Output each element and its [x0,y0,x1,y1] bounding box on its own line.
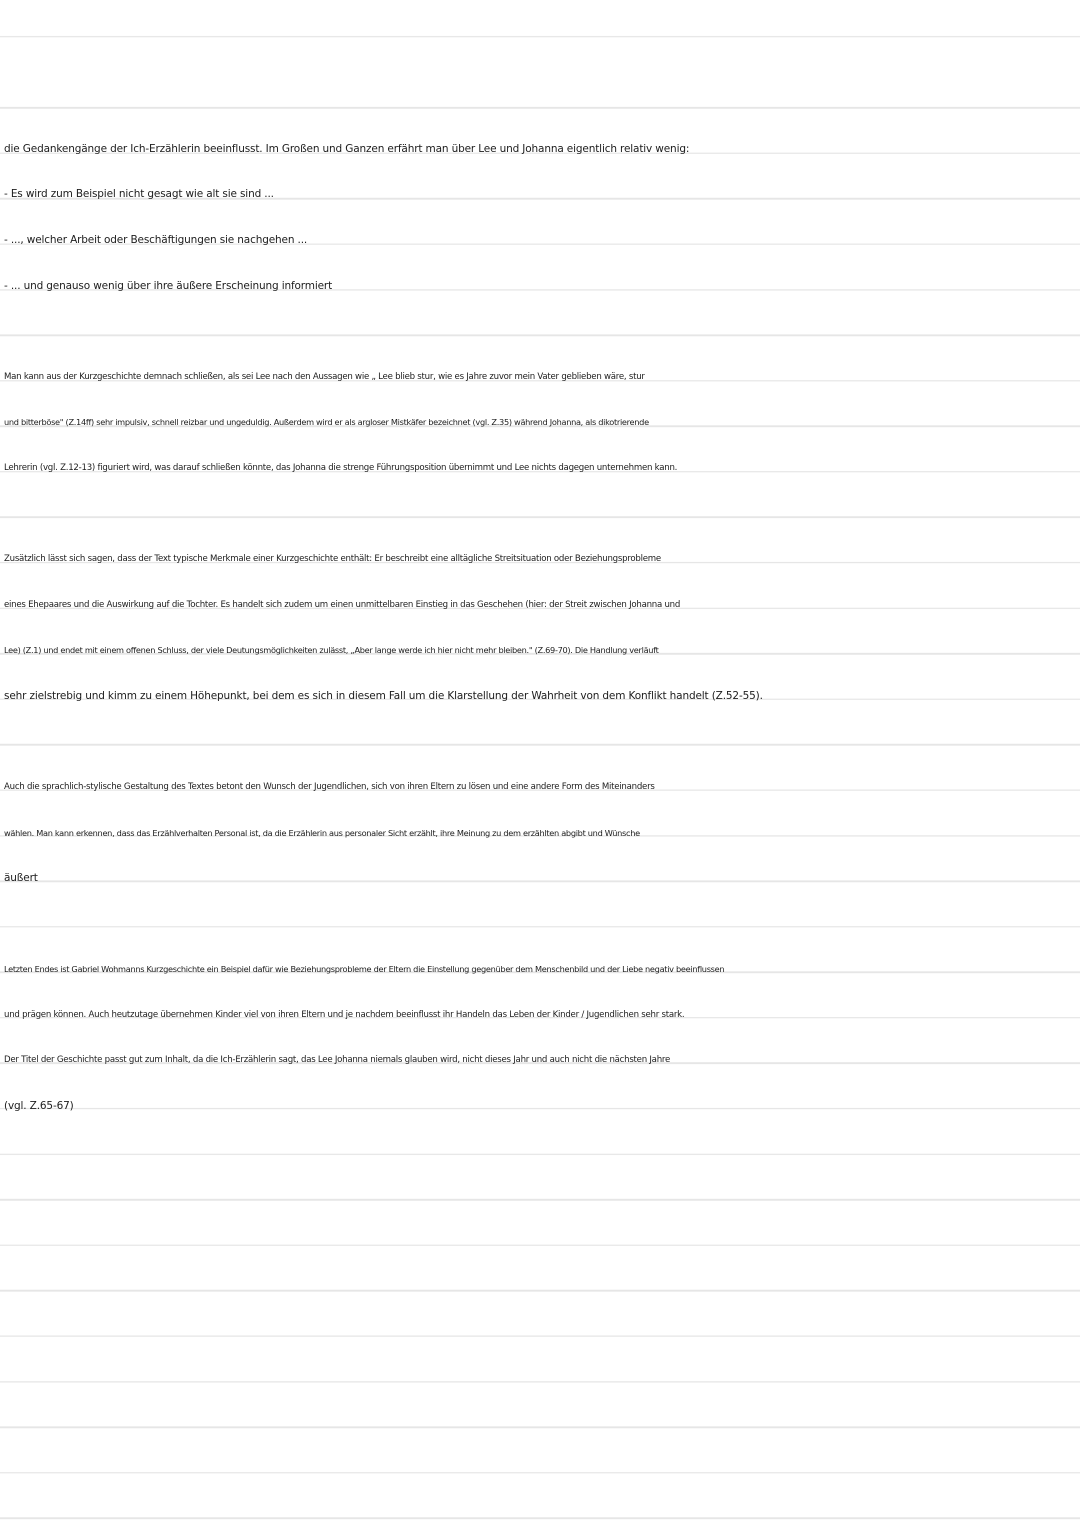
text-line: Lehrerin (vgl. Z.12-13) figuriert wird, was darauf schließen könnte, das Johanna die strenge Führungsposition übernimmt und Lee nichts dagegen unternehmen kann. [4,463,678,473]
text-line: - ... und genauso wenig über ihre äußere Erscheinung informiert [4,280,333,292]
text-line: und prägen können. Auch heutzutage übernehmen Kinder viel von ihren Eltern und je nachdem beeinflusst ihr Handeln das Leben der Kinder / Jugendlichen sehr stark. [4,1010,685,1020]
text-line: - ..., welcher Arbeit oder Beschäftigungen sie nachgehen ... [4,234,308,246]
text-line: Man kann aus der Kurzgeschichte demnach schließen, als sei Lee nach den Aussagen wie „ Lee blieb stur, wie es Jahre zuvor mein Vater geblieben wäre, stur [4,372,645,382]
text-line: (vgl. Z.65-67) [4,1100,74,1112]
text-line: - Es wird zum Beispiel nicht gesagt wie alt sie sind ... [4,188,274,200]
text-line: Letzten Endes ist Gabriel Wohmanns Kurzgeschichte ein Beispiel dafür wie Beziehungsprobleme der Eltern die Einstellung gegenüber dem Menschenbild und der Liebe negativ beeinflussen [4,964,725,974]
text-line: eines Ehepaares und die Auswirkung auf die Tochter. Es handelt sich zudem um einen unmittelbaren Einstieg in das Geschehen (hier: der Streit zwischen Johanna und [4,600,681,610]
text-line: und bitterböse" (Z.14ff) sehr impulsiv, schnell reizbar und ungeduldig. Außerdem wird er als argloser Mistkäfer bezeichnet (vgl. Z.35) während Johanna, als dikotrierende [4,417,649,427]
text-line: Zusätzlich lässt sich sagen, dass der Text typische Merkmale einer Kurzgeschichte enthält: Er beschreibt eine alltägliche Streitsituation oder Beziehungsprobleme [4,554,661,564]
text-line: äußert [4,872,38,884]
text-line: Auch die sprachlich-stylische Gestaltung des Textes betont den Wunsch der Jugendlichen, sich von ihren Eltern zu lösen und eine andere Form des Miteinanders [4,782,655,792]
text-line: sehr zielstrebig und kimm zu einem Höhepunkt, bei dem es sich in diesem Fall um die Klarstellung der Wahrheit von dem Konflikt handelt (Z.52-55). [4,690,763,702]
text-line: die Gedankengänge der Ich-Erzählerin beeinflusst. Im Großen und Ganzen erfährt man über Lee und Johanna eigentlich relativ wenig: [4,143,690,155]
text-line: Der Titel der Geschichte passt gut zum Inhalt, da die Ich-Erzählerin sagt, das Lee Johanna niemals glauben wird, nicht dieses Jahr und auch nicht die nächsten Jahre [4,1055,671,1065]
text-line: Lee) (Z.1) und endet mit einem offenen Schluss, der viele Deutungsmöglichkeiten zulässt, „Aber lange werde ich hier nicht mehr bleiben." (Z.69-70). Die Handlung verläuft [4,645,659,655]
text-line: wählen. Man kann erkennen, dass das Erzählverhalten Personal ist, da die Erzählerin aus personaler Sicht erzählt, ihre Meinung zu dem erzählten abgibt und Wünsche [4,828,640,838]
